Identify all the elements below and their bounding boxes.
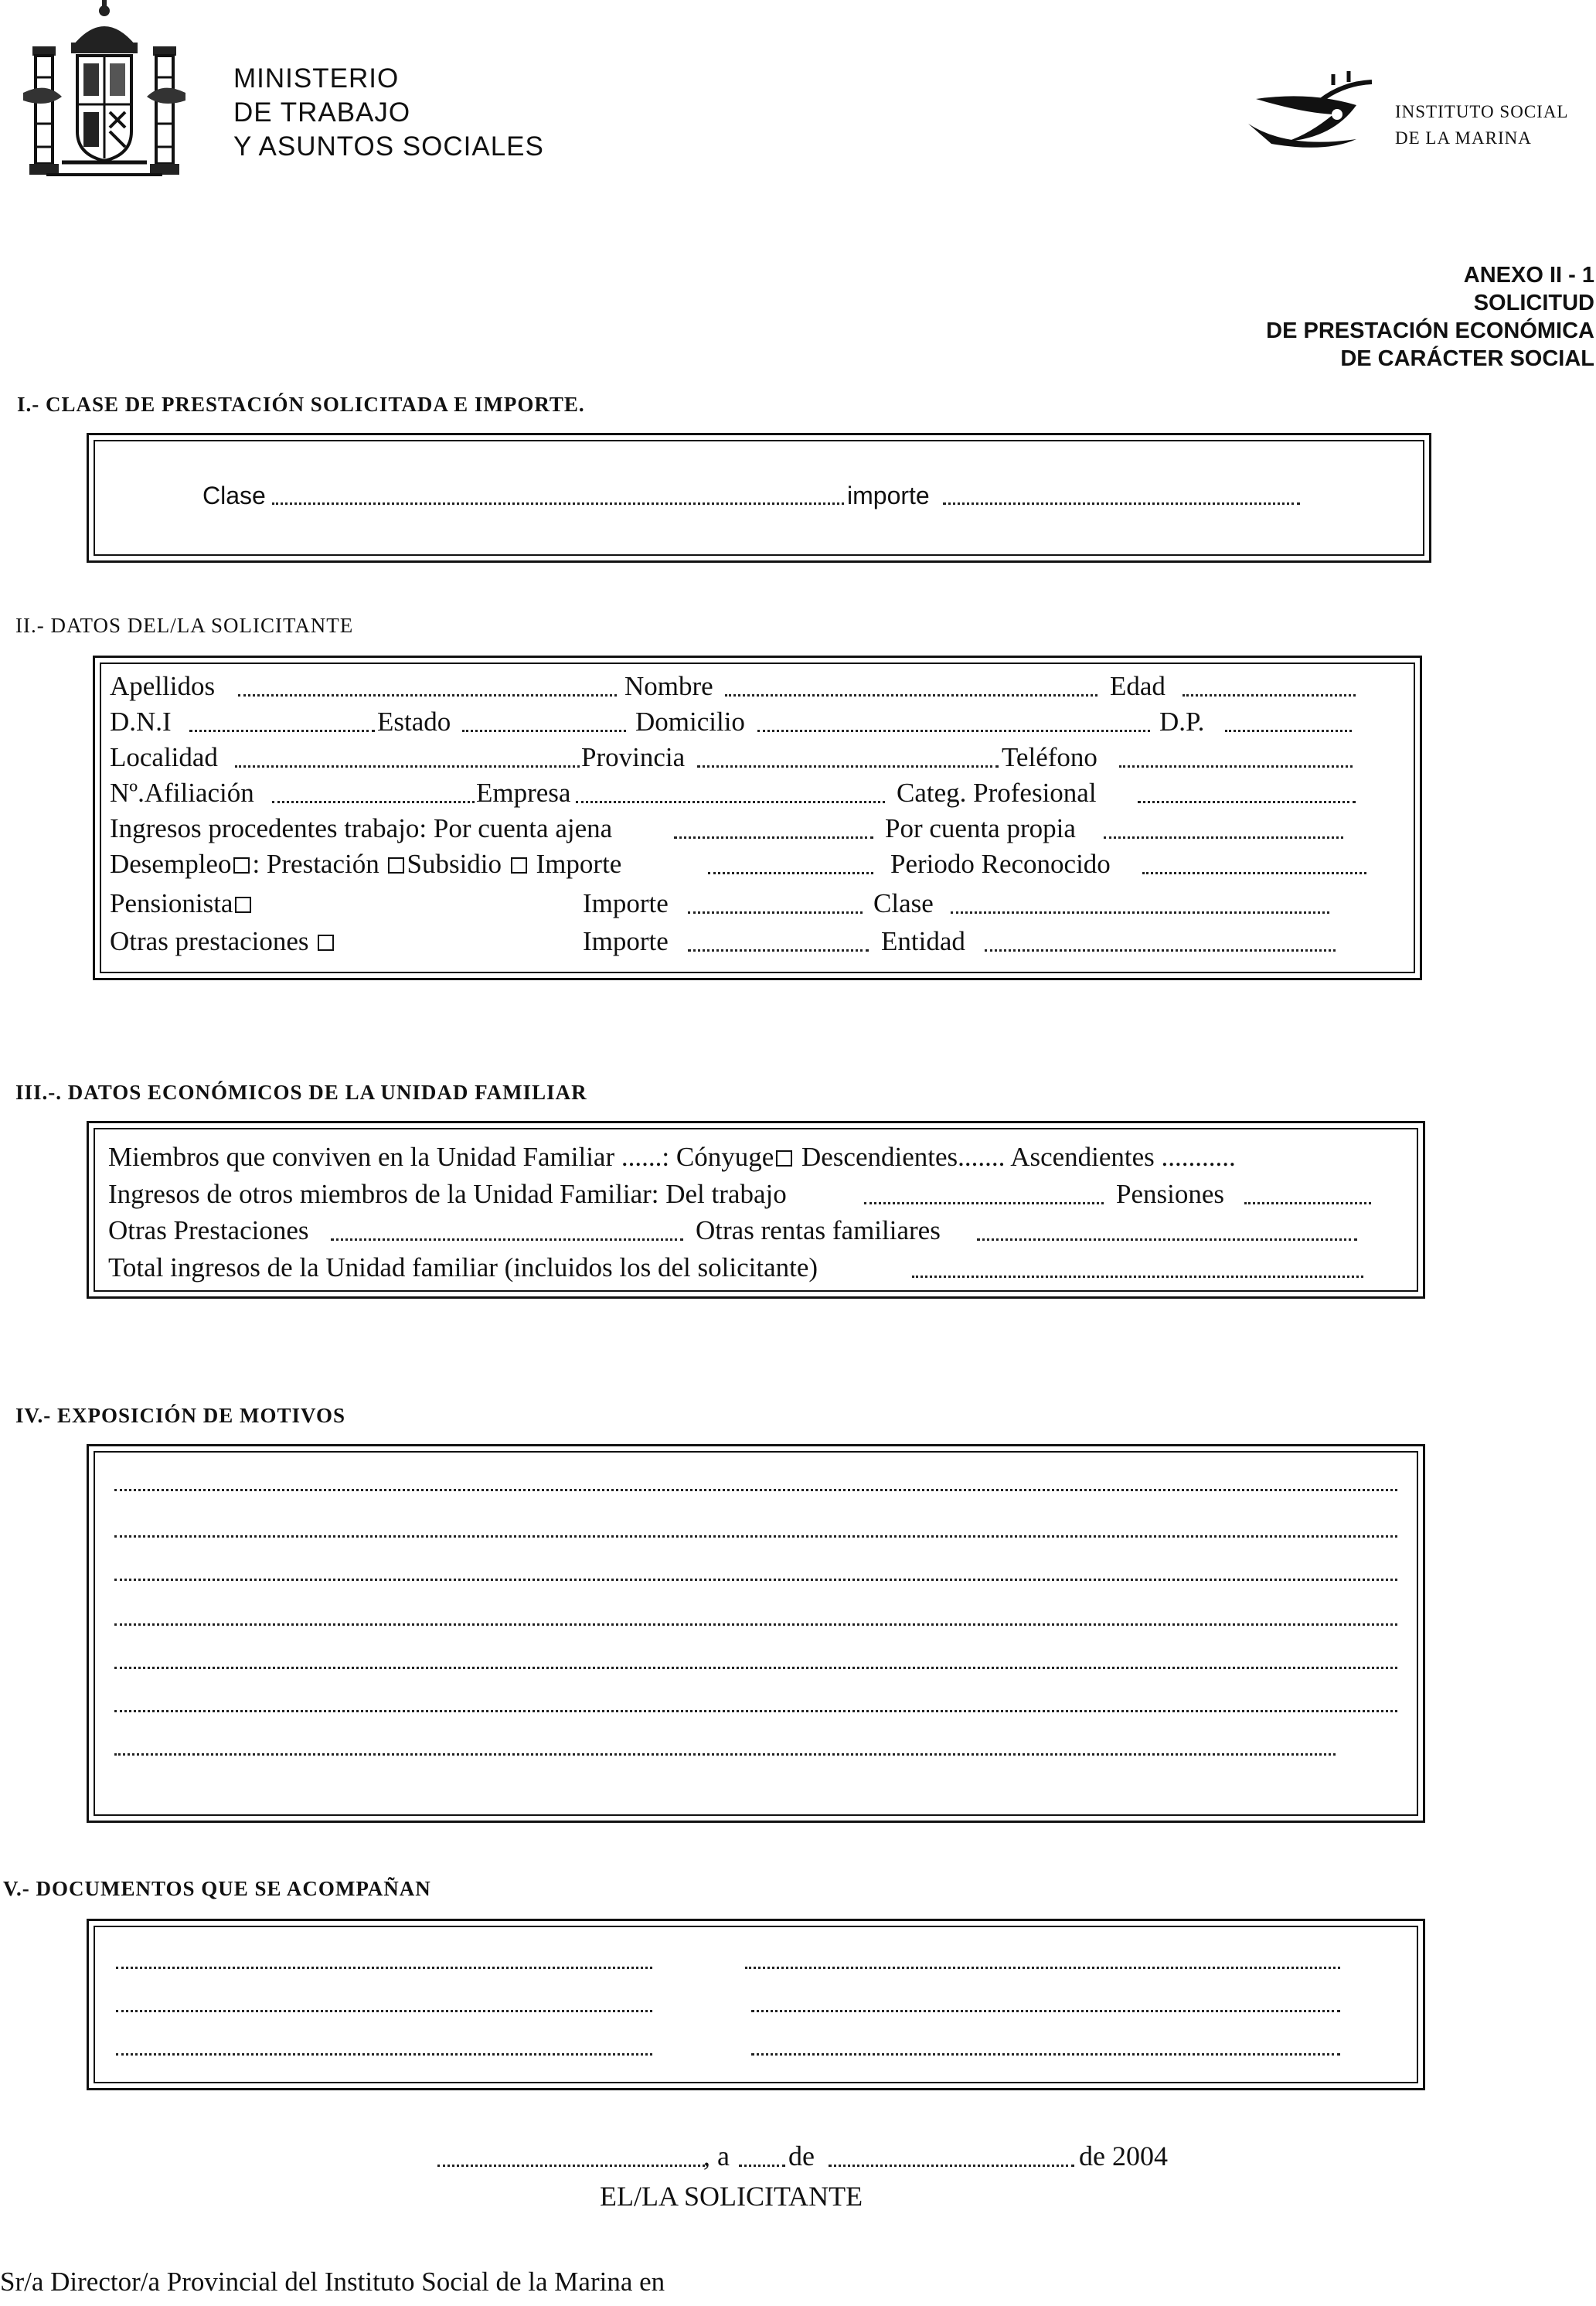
pension-clase-label: Clase (873, 888, 934, 918)
telefono-label: Teléfono (1002, 742, 1097, 772)
provincia-field[interactable] (697, 765, 999, 768)
solicitante-label: EL/LA SOLICITANTE (600, 2181, 863, 2212)
miembros-label: Miembros que conviven en la Unidad Familiar ......: Cónyuge (108, 1142, 774, 1172)
annex-line-1: ANEXO II - 1 (1463, 263, 1594, 288)
cuenta-propia-label: Por cuenta propia (885, 813, 1076, 843)
institute-name (1395, 99, 1568, 152)
dni-label: D.N.I (110, 707, 172, 737)
apellidos-field[interactable] (238, 694, 617, 697)
ingresos-otros-label: Ingresos de otros miembros de la Unidad Familiar: Del trabajo (108, 1179, 787, 1209)
pensionista-label: Pensionista (110, 888, 233, 918)
miembros-row (108, 1142, 1236, 1173)
desempleo-label: Desempleo (110, 849, 232, 879)
desempleo-checkbox[interactable] (233, 857, 250, 874)
annex-heading (1266, 261, 1594, 373)
nombre-label: Nombre (624, 671, 713, 701)
prestacion-label: : Prestación (252, 849, 379, 879)
pension-importe-label: Importe (583, 888, 669, 918)
categ-label: Categ. Profesional (897, 778, 1097, 808)
motivos-line-1[interactable] (114, 1489, 1397, 1491)
dp-label: D.P. (1159, 707, 1205, 737)
telefono-field[interactable] (1119, 765, 1353, 768)
localidad-label: Localidad (110, 742, 218, 772)
total-ingresos-field[interactable] (912, 1276, 1363, 1278)
edad-label: Edad (1110, 671, 1166, 701)
localidad-field[interactable] (235, 765, 580, 768)
motivos-line-3[interactable] (114, 1579, 1397, 1581)
section-1-box (87, 433, 1431, 563)
sign-a-label: , a (703, 2141, 730, 2171)
section-1-title: I.- CLASE DE PRESTACIÓN SOLICITADA E IMPORTE. (17, 393, 585, 416)
section-4-box[interactable] (87, 1444, 1425, 1823)
importe-label: importe (847, 482, 930, 509)
coat-of-arms-logo (15, 0, 193, 186)
desempleo-row (110, 849, 621, 880)
cuenta-propia-field[interactable] (1104, 836, 1343, 839)
afiliacion-label: Nº.Afiliación (110, 778, 254, 808)
estado-field[interactable] (462, 730, 626, 732)
ministry-name (233, 62, 544, 164)
otras-prestaciones-checkbox[interactable] (318, 935, 334, 951)
pensionista-row (110, 888, 254, 919)
sign-year-label: de 2004 (1079, 2141, 1168, 2171)
domicilio-label: Domicilio (635, 707, 745, 737)
del-trabajo-field[interactable] (864, 1202, 1104, 1204)
ism-fish-logo (1240, 68, 1387, 153)
desempleo-importe-field[interactable] (708, 872, 873, 874)
periodo-field[interactable] (1142, 872, 1366, 874)
section-3-title: III.-. DATOS ECONÓMICOS DE LA UNIDAD FAMILIAR (15, 1081, 587, 1104)
sign-de1-label: de (788, 2141, 815, 2171)
documento-line-6[interactable] (751, 2053, 1340, 2056)
afiliacion-field[interactable] (272, 801, 475, 803)
section-4-title: IV.- EXPOSICIÓN DE MOTIVOS (15, 1404, 346, 1427)
annex-line-2: SOLICITUD (1473, 291, 1594, 315)
empresa-label: Empresa (476, 778, 571, 808)
apellidos-label: Apellidos (110, 671, 216, 701)
pensiones-label: Pensiones (1116, 1179, 1224, 1209)
entidad-field[interactable] (985, 949, 1336, 952)
motivos-line-6[interactable] (114, 1710, 1397, 1712)
pension-clase-field[interactable] (951, 911, 1329, 914)
otras-importe-field[interactable] (688, 949, 869, 952)
section-5-box (87, 1919, 1425, 2090)
documento-line-3[interactable] (116, 2010, 652, 2012)
section-5-title: V.- DOCUMENTOS QUE SE ACOMPAÑAN (3, 1877, 431, 1900)
otras-importe-label: Importe (583, 926, 669, 956)
subsidio-checkbox[interactable] (511, 857, 527, 874)
otras-prestaciones-label: Otras prestaciones (110, 926, 309, 956)
documento-line-2[interactable] (745, 1967, 1340, 1969)
pension-importe-field[interactable] (688, 911, 863, 914)
cuenta-ajena-field[interactable] (674, 836, 873, 839)
mes-field[interactable] (829, 2165, 1074, 2167)
subsidio-label: Subsidio (407, 849, 502, 879)
motivos-line-7[interactable] (114, 1753, 1336, 1756)
dni-field[interactable] (189, 730, 375, 732)
entidad-label: Entidad (881, 926, 965, 956)
categ-field[interactable] (1138, 801, 1356, 803)
edad-field[interactable] (1183, 694, 1356, 697)
addressee-line: Sr/a Director/a Provincial del Instituto Social de la Marina en (0, 2267, 665, 2297)
motivos-line-2[interactable] (114, 1535, 1397, 1538)
estado-label: Estado (377, 707, 451, 737)
total-ingresos-label: Total ingresos de la Unidad familiar (incluidos los del solicitante) (108, 1252, 818, 1282)
dia-field[interactable] (739, 2165, 785, 2167)
provincia-label: Provincia (581, 742, 686, 772)
annex-line-3: DE PRESTACIÓN ECONÓMICA (1266, 318, 1594, 343)
otras-prest-label: Otras Prestaciones (108, 1215, 309, 1245)
importe-field[interactable] (943, 502, 1300, 505)
motivos-line-5[interactable] (114, 1667, 1397, 1669)
clase-field[interactable] (272, 502, 844, 505)
ministry-line-2: DE TRABAJO (233, 97, 411, 128)
ingresos-label: Ingresos procedentes trabajo: Por cuenta ajena (110, 813, 613, 843)
ministry-line-1: MINISTERIO (233, 63, 400, 94)
otras-prest-field[interactable] (331, 1238, 683, 1241)
desempleo-importe-label: Importe (536, 849, 622, 879)
clase-label: Clase (202, 482, 266, 509)
otras-rentas-label: Otras rentas familiares (696, 1215, 941, 1245)
prestacion-checkbox[interactable] (388, 857, 404, 874)
dp-field[interactable] (1225, 730, 1352, 732)
otras-rentas-field[interactable] (977, 1238, 1357, 1241)
periodo-label: Periodo Reconocido (890, 849, 1111, 879)
descendientes-label: Descendientes....... Ascendientes ........... (801, 1142, 1236, 1172)
section-2-title: II.- DATOS DEL/LA SOLICITANTE (15, 614, 354, 637)
lugar-field[interactable] (437, 2165, 705, 2167)
otras-prestaciones-row (110, 926, 336, 957)
domicilio-field[interactable] (757, 730, 1150, 732)
conyuge-checkbox[interactable] (776, 1150, 792, 1167)
documento-line-4[interactable] (751, 2010, 1340, 2012)
motivos-line-4[interactable] (114, 1623, 1397, 1626)
documento-line-1[interactable] (116, 1967, 652, 1969)
documento-line-5[interactable] (116, 2053, 652, 2056)
empresa-field[interactable] (576, 801, 885, 803)
pensionista-checkbox[interactable] (235, 897, 251, 913)
institute-line-1: INSTITUTO SOCIAL (1395, 102, 1569, 121)
pensiones-field[interactable] (1244, 1202, 1371, 1204)
annex-line-4: DE CARÁCTER SOCIAL (1340, 346, 1594, 371)
ministry-line-3: Y ASUNTOS SOCIALES (233, 131, 544, 162)
institute-line-2: DE LA MARINA (1395, 128, 1532, 148)
nombre-field[interactable] (725, 694, 1097, 697)
